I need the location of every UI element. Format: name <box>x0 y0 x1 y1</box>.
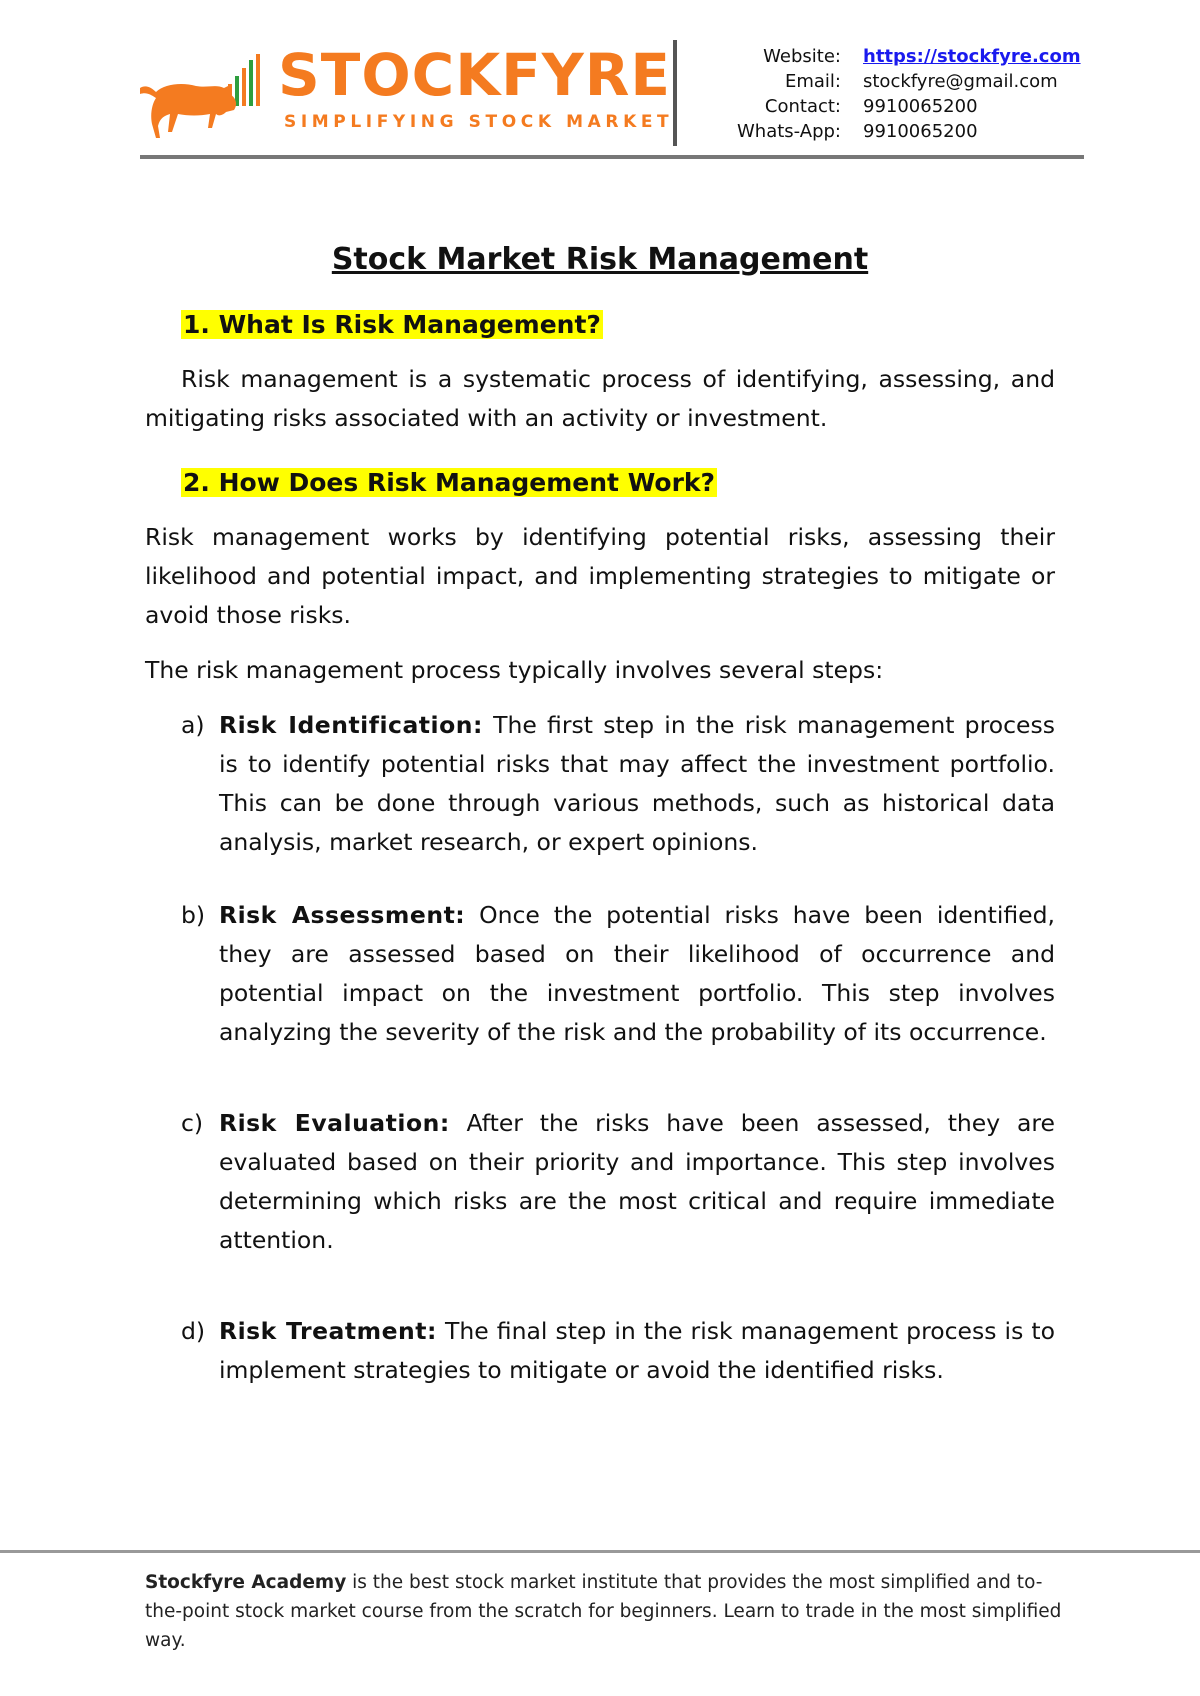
list-item <box>181 1312 1055 1390</box>
list-marker: c) <box>181 1109 204 1137</box>
list-item-term: Risk Evaluation: <box>219 1109 450 1137</box>
header-rule <box>140 155 1084 159</box>
stockfyre-logo <box>138 40 674 150</box>
list-item-term: Risk Assessment: <box>219 901 466 929</box>
list-item <box>181 1104 1055 1260</box>
website-label: Website: <box>763 46 841 67</box>
steps-list <box>145 706 1055 1390</box>
contact-row-phone <box>693 94 1093 119</box>
whatsapp-value: 9910065200 <box>863 121 978 142</box>
header-divider <box>673 40 677 146</box>
contact-value: 9910065200 <box>863 96 978 117</box>
document-body <box>145 240 1055 1390</box>
list-item-text <box>219 896 1055 1052</box>
list-marker: d) <box>181 1317 206 1345</box>
contact-block <box>693 44 1093 144</box>
list-item <box>181 706 1055 862</box>
list-item-text <box>219 706 1055 862</box>
section-2-paragraph: Risk management works by identifying potential risks, assessing their likelihood and potential impact, and implementing strategies to mitigate or avoid those risks. <box>145 523 1055 629</box>
list-item-body: Once the potential risks have been identified, they are assessed based on their likelihood of occurrence and potential impact on the investment portfolio. This step involves analyzing the severity of the risk and the probability of its occurrence. <box>219 901 1056 1046</box>
page-header <box>138 34 1088 160</box>
section-1-paragraph: Risk management is a systematic process of identifying, assessing, and mitigating risks associated with an activity or investment. <box>145 365 1055 432</box>
footer-brand: Stockfyre Academy <box>145 1572 347 1593</box>
list-marker: b) <box>181 901 206 929</box>
email-label: Email: <box>784 71 841 92</box>
list-item-text <box>219 1312 1055 1390</box>
brand-tagline: SIMPLIFYING STOCK MARKET <box>284 112 674 132</box>
list-item-body: The first step in the risk management process is to identify potential risks that may affect the investment portfolio. This can be done through various methods, such as historical data analysis, market research, or expert opinions. <box>219 711 1055 856</box>
list-item-body: The final step in the risk management process is to implement strategies to mitigate or avoid the identified risks. <box>219 1317 1055 1384</box>
list-item <box>181 896 1055 1052</box>
website-link[interactable]: https://stockfyre.com <box>863 46 1081 67</box>
contact-label: Contact: <box>764 96 841 117</box>
section-heading-2 <box>181 464 1055 502</box>
contact-row-whatsapp <box>693 119 1093 144</box>
contact-row-email <box>693 69 1093 94</box>
section-heading-2-text: 2. How Does Risk Management Work? <box>183 468 716 497</box>
list-item-term: Risk Treatment: <box>219 1317 437 1345</box>
section-heading-1-text: 1. What Is Risk Management? <box>183 310 601 339</box>
list-item-text <box>219 1104 1055 1260</box>
list-item-body: After the risks have been assessed, they are evaluated based on their priority and importance. This step involves determining which risks are the most critical and require immediate attention. <box>219 1109 1055 1254</box>
page-footer <box>145 1568 1075 1655</box>
brand-name <box>278 41 672 109</box>
page-title: Stock Market Risk Management <box>331 242 869 277</box>
section-heading-1 <box>181 306 1055 344</box>
steps-intro: The risk management process typically involves several steps: <box>145 656 884 684</box>
contact-row-website <box>693 44 1093 69</box>
whatsapp-label: Whats-App: <box>736 121 841 142</box>
email-value: stockfyre@gmail.com <box>863 71 1058 92</box>
list-marker: a) <box>181 711 205 739</box>
bull-icon <box>138 54 263 144</box>
footer-rule <box>0 1550 1200 1553</box>
list-item-term: Risk Identification: <box>219 711 483 739</box>
brand-name-part1: STOCK <box>278 41 502 109</box>
brand-name-part2: FYRE <box>501 41 672 109</box>
footer-text: is the best stock market institute that provides the most simplified and to-the-point stock market course from the scratch for beginners. Learn to trade in the most simplified way. <box>145 1572 1062 1651</box>
